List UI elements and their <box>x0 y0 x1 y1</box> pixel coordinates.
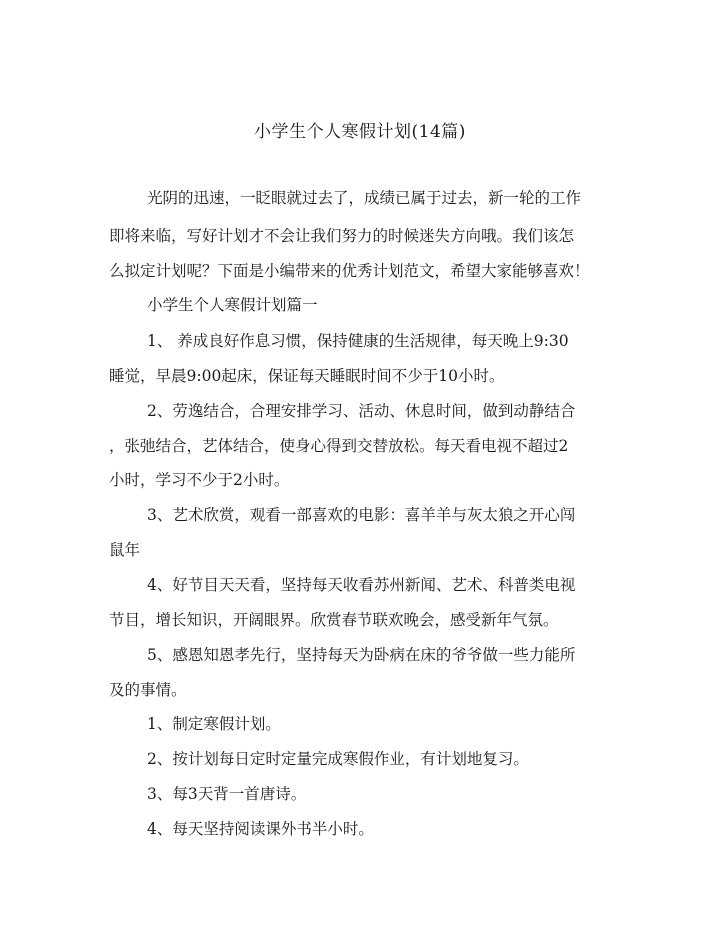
body-line: 么拟定计划呢？下面是小编带来的优秀计划范文，希望大家能够喜欢！ <box>109 262 590 280</box>
body-line: 4、好节目天天看，坚持每天收看苏州新闻、艺术、科普类电视 <box>147 576 576 594</box>
body-line: 2、劳逸结合，合理安排学习、活动、休息时间，做到动静结合 <box>147 402 576 420</box>
section-heading: 小学生个人寒假计划篇一 <box>147 296 318 314</box>
body-line: 鼠年 <box>109 541 141 559</box>
body-line: ，张弛结合，艺体结合，使身心得到交替放松。每天看电视不超过2 <box>109 437 569 455</box>
document-title: 小学生个人寒假计划(14篇) <box>254 122 466 142</box>
body-line: 睡觉，早晨9:00起床，保证每天睡眠时间不少于10小时。 <box>109 367 505 385</box>
body-line: 3、每3天背一首唐诗。 <box>147 785 307 803</box>
body-line: 1、制定寒假计划。 <box>147 715 281 733</box>
body-line: 3、艺术欣赏，观看一部喜欢的电影：喜羊羊与灰太狼之开心闯 <box>147 506 576 524</box>
body-line: 小时，学习不少于2小时。 <box>109 471 290 489</box>
body-line: 光阴的迅速，一眨眼就过去了，成绩已属于过去，新一轮的工作 <box>147 189 582 207</box>
body-line: 即将来临，写好计划才不会让我们努力的时候迷失方向哦。我们该怎 <box>109 227 575 245</box>
body-line: 2、按计划每日定时定量完成寒假作业，有计划地复习。 <box>147 750 529 768</box>
body-line: 1、 养成良好作息习惯，保持健康的生活规律，每天晚上9:30 <box>147 332 569 350</box>
body-line: 及的事情。 <box>109 681 187 699</box>
body-line: 节目，增长知识，开阔眼界。欣赏春节联欢晚会，感受新年气氛。 <box>109 611 559 629</box>
body-line: 5、感恩知恩孝先行，坚持每天为卧病在床的爷爷做一些力能所 <box>147 646 576 664</box>
body-line: 4、每天坚持阅读课外书半小时。 <box>147 820 374 838</box>
